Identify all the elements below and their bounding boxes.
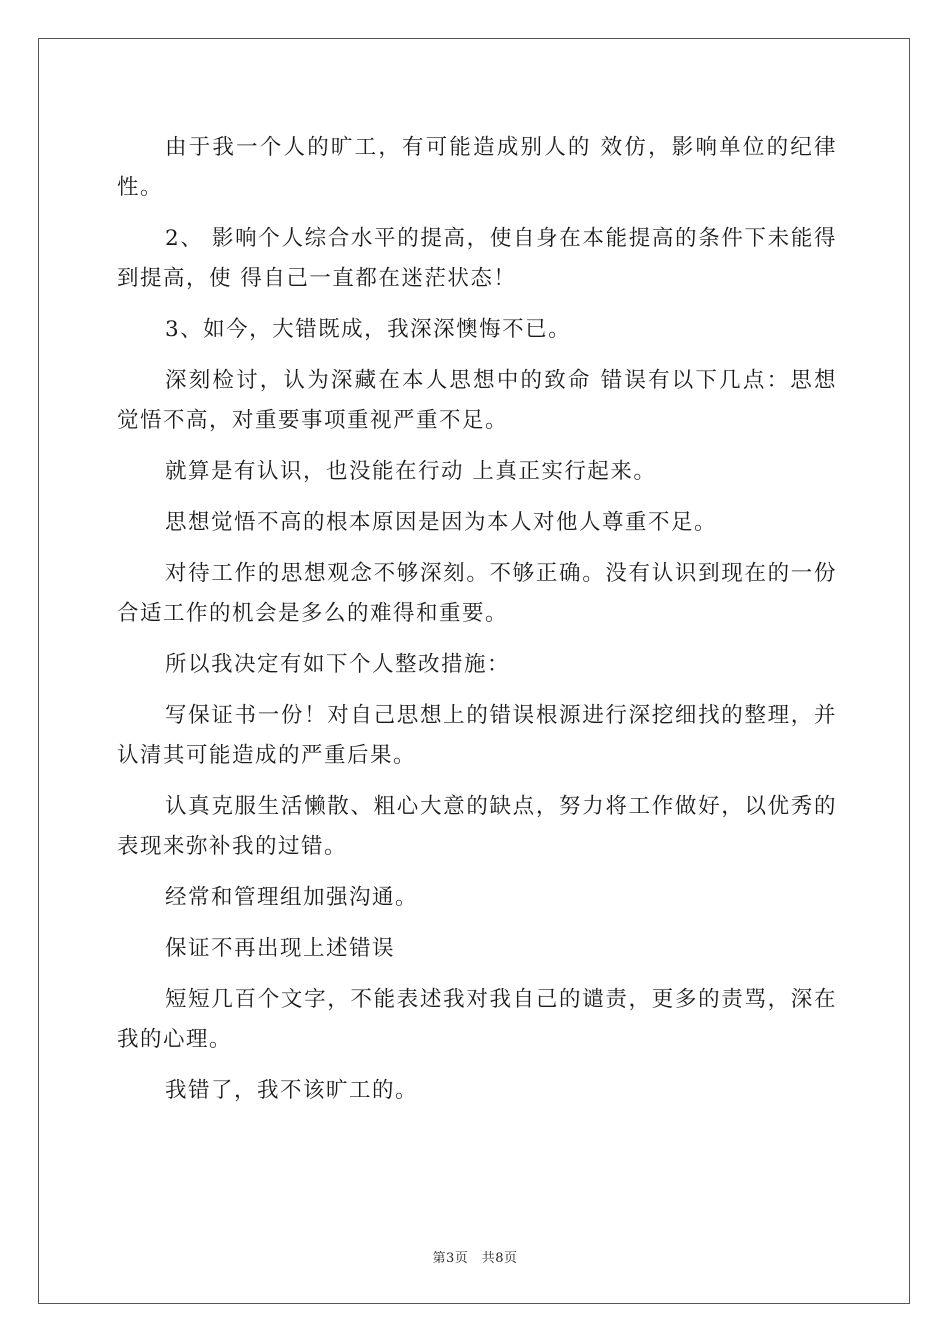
- document-body: [117, 128, 837, 1122]
- paragraph: 2、 影响个人综合水平的提高，使自身在本能提高的条件下未能得到提高，使 得自己一直都在迷茫状态！: [117, 226, 837, 291]
- paragraph: 经常和管理组加强沟通。: [165, 885, 419, 910]
- paragraph: 就算是有认识，也没能在行动 上真正实行起来。: [165, 459, 657, 484]
- paragraph: 由于我一个人的旷工，有可能造成别人的 效仿，影响单位的纪律性。: [117, 135, 837, 200]
- paragraph: 我错了，我不该旷工的。: [165, 1078, 419, 1103]
- paragraph: 认真克服生活懒散、粗心大意的缺点，努力将工作做好，以优秀的表现来弥补我的过错。: [117, 794, 837, 859]
- paragraph: 3、如今，大错既成，我深深懊悔不已。: [165, 317, 572, 342]
- paragraph: 思想觉悟不高的根本原因是因为本人对他人尊重不足。: [165, 510, 718, 535]
- paragraph: 深刻检讨，认为深藏在本人思想中的致命 错误有以下几点：思想觉悟不高，对重要事项重视严重不足。: [117, 368, 837, 433]
- paragraph: 对待工作的思想观念不够深刻。不够正确。没有认识到现在的一份合适工作的机会是多么的难得和重要。: [117, 561, 837, 626]
- paragraph: 所以我决定有如下个人整改措施：: [165, 652, 511, 677]
- paragraph: 写保证书一份！对自己思想上的错误根源进行深挖细找的整理，并认清其可能造成的严重后果。: [117, 703, 837, 768]
- page-number-footer: 第3页 共8页: [432, 1251, 518, 1266]
- paragraph: 短短几百个文字，不能表述我对我自己的谴责，更多的责骂，深在我的心理。: [117, 987, 837, 1052]
- paragraph: 保证不再出现上述错误: [165, 936, 396, 961]
